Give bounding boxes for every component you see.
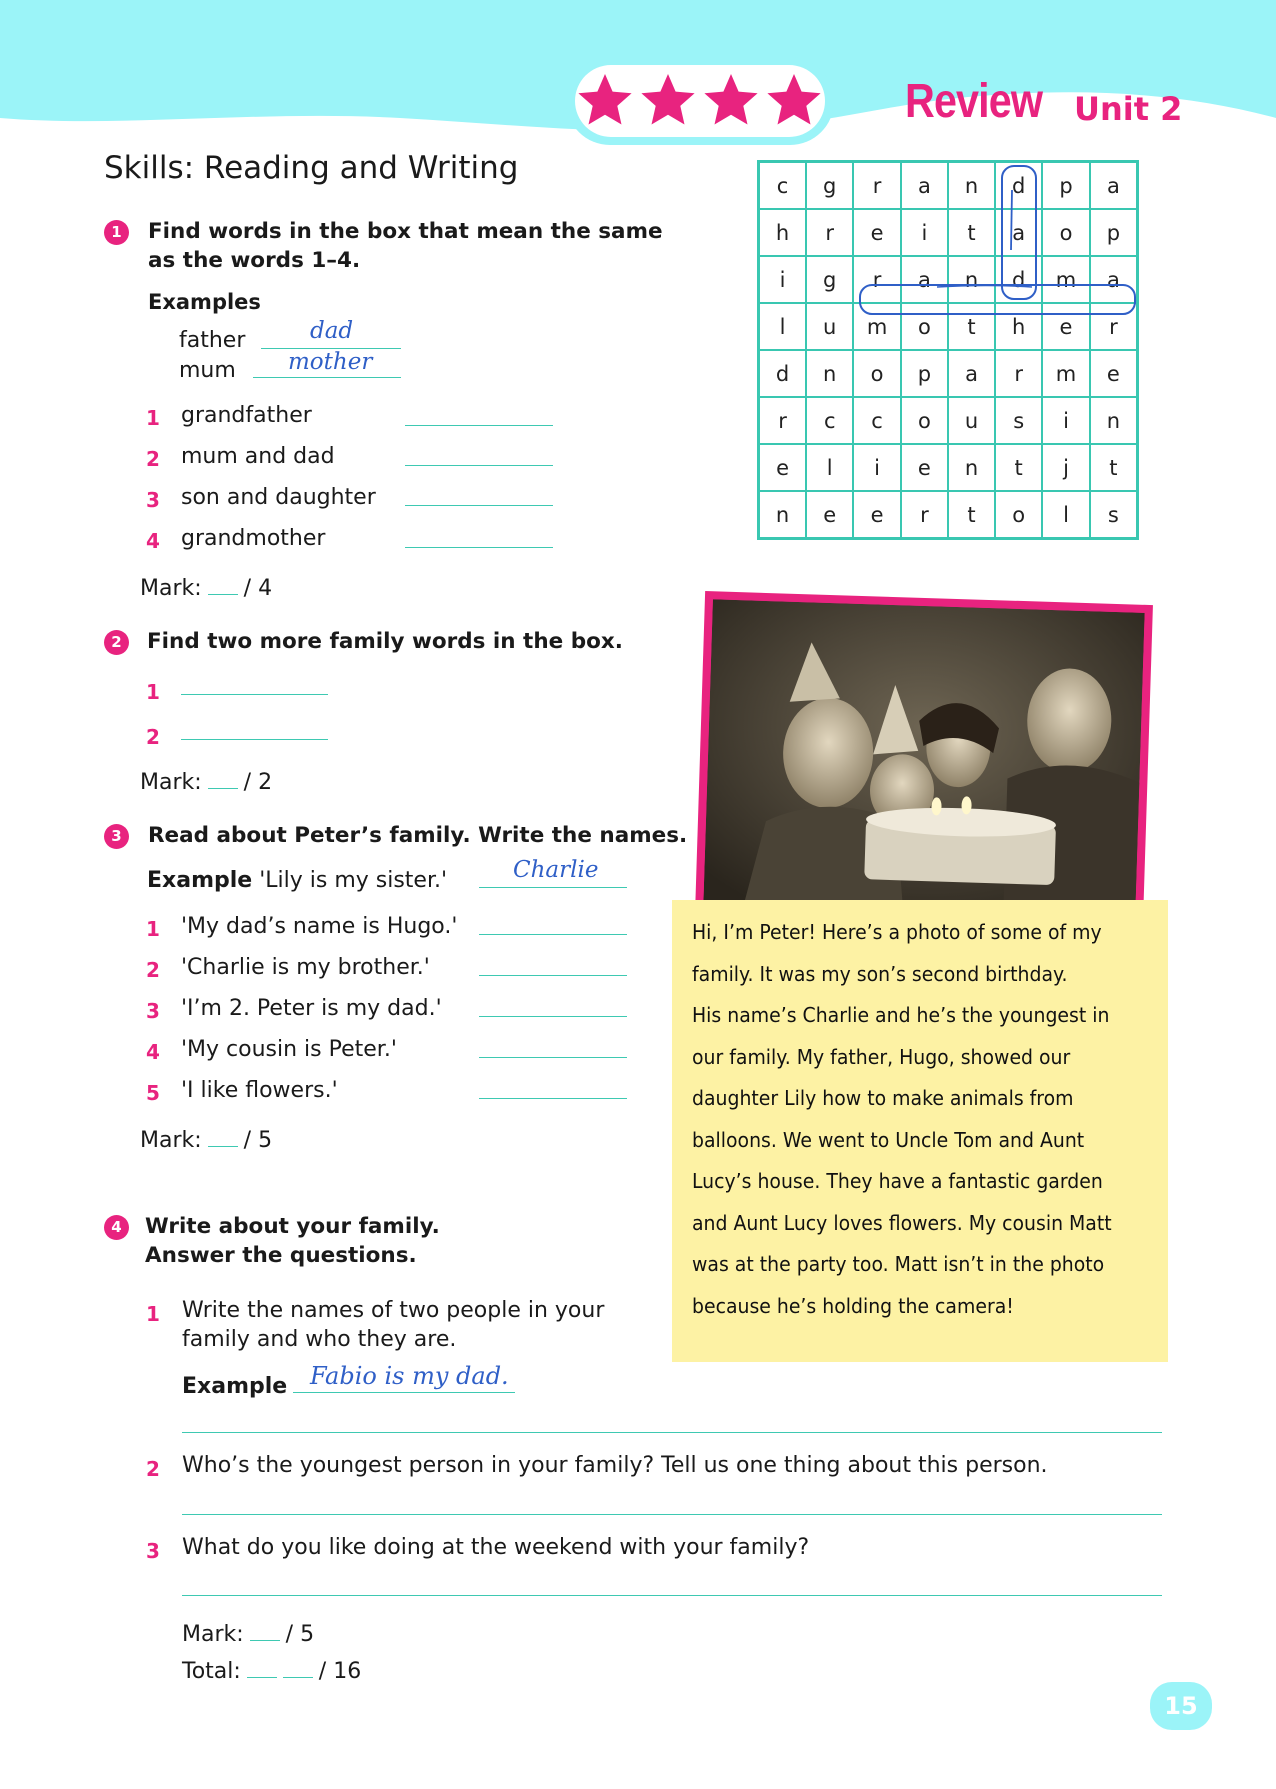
grid-cell[interactable]: a — [995, 209, 1042, 256]
examples-label: Examples — [148, 290, 261, 314]
item-text: Write the names of two people in your — [182, 1298, 605, 1323]
grid-cell[interactable]: o — [853, 350, 901, 397]
story-line: because he’s holding the camera! — [692, 1294, 1014, 1318]
grid-cell[interactable]: h — [759, 209, 807, 256]
item-text: 'I’m 2. Peter is my dad.' — [181, 996, 442, 1021]
page-number: 15 — [1150, 1682, 1212, 1730]
total-row — [182, 1659, 361, 1684]
grid-cell[interactable]: t — [948, 303, 995, 350]
story-line: family. It was my son’s second birthday. — [692, 962, 1068, 986]
item-number: 1 — [146, 406, 160, 430]
q2-instruction: Find two more family words in the box. — [147, 629, 623, 654]
mark-row — [140, 770, 272, 795]
example-word: father — [179, 328, 246, 353]
grid-cell[interactable]: a — [948, 350, 995, 397]
grid-cell[interactable]: p — [1042, 162, 1090, 210]
item-text: Who’s the youngest person in your family? Tell us one thing about this person. — [182, 1453, 1048, 1478]
example-answer: Fabio is my dad. — [310, 1362, 509, 1390]
grid-cell[interactable]: n — [1090, 397, 1138, 444]
section-heading: Skills: Reading and Writing — [104, 150, 519, 186]
item-text: 'My cousin is Peter.' — [181, 1037, 397, 1062]
grid-cell[interactable]: p — [1090, 209, 1138, 256]
mark-blank[interactable] — [250, 1636, 280, 1641]
item-number: 3 — [146, 999, 160, 1023]
answer-line — [293, 1392, 515, 1393]
item-number: 1 — [146, 917, 160, 941]
answer-line[interactable] — [405, 547, 553, 548]
question-number-badge: 3 — [104, 824, 129, 849]
grid-cell[interactable]: n — [806, 350, 853, 397]
mark-label: Mark: — [182, 1622, 244, 1647]
total-value: / 16 — [318, 1659, 362, 1684]
grid-row — [759, 444, 1138, 491]
story-line: daughter Lily how to make animals from — [692, 1086, 1074, 1110]
grid-cell[interactable]: d — [995, 162, 1042, 210]
story-line: Lucy’s house. They have a fantastic garden — [692, 1169, 1103, 1193]
answer-line[interactable] — [182, 1432, 1162, 1433]
answer-line[interactable] — [405, 465, 553, 466]
grid-cell[interactable]: p — [901, 350, 948, 397]
example-word: mum — [179, 358, 236, 383]
mark-row — [140, 576, 272, 601]
grid-cell[interactable]: i — [901, 209, 948, 256]
grid-cell[interactable]: u — [806, 303, 853, 350]
grid-cell[interactable]: c — [759, 162, 807, 210]
grid-cell[interactable]: e — [853, 491, 901, 539]
unit-label: Unit 2 — [1074, 90, 1183, 128]
grid-cell[interactable]: e — [759, 444, 807, 491]
birthday-photo — [703, 599, 1144, 918]
answer-line[interactable] — [479, 1016, 627, 1017]
q1-instruction-line1: Find words in the box that mean the same — [148, 219, 663, 244]
mark-label: Mark: — [140, 576, 202, 601]
story-line: His name’s Charlie and he’s the youngest in — [692, 1003, 1110, 1027]
grid-row — [759, 209, 1138, 256]
q4-instruction-line1: Write about your family. — [145, 1214, 440, 1239]
grid-cell[interactable]: o — [995, 491, 1042, 539]
mark-label: Mark: — [140, 1128, 202, 1153]
question-number-badge: 1 — [104, 220, 129, 245]
answer-line[interactable] — [181, 694, 328, 695]
grid-cell[interactable]: a — [901, 256, 948, 303]
q1-instruction-line2: as the words 1–4. — [148, 248, 361, 273]
example-row — [147, 868, 447, 893]
mark-total: / 4 — [243, 576, 273, 601]
mark-total: / 5 — [285, 1622, 315, 1647]
question-number-badge: 2 — [104, 630, 129, 655]
grid-row — [759, 350, 1138, 397]
grid-cell[interactable]: c — [853, 397, 901, 444]
grid-cell[interactable]: t — [1090, 444, 1138, 491]
grid-cell[interactable]: e — [853, 209, 901, 256]
review-title: Review — [905, 75, 1043, 128]
item-text: family and who they are. — [182, 1327, 457, 1352]
grid-row — [759, 256, 1138, 303]
grid-cell[interactable]: m — [1042, 350, 1090, 397]
grid-row — [759, 491, 1138, 539]
grid-cell[interactable]: r — [901, 491, 948, 539]
answer-line[interactable] — [479, 934, 627, 935]
grid-cell[interactable]: n — [948, 444, 995, 491]
q3-instruction: Read about Peter’s family. Write the names. — [148, 823, 688, 848]
grid-cell[interactable]: u — [948, 397, 995, 444]
grid-row — [759, 303, 1138, 350]
story-line: balloons. We went to Uncle Tom and Aunt — [692, 1128, 1085, 1152]
item-text: 'Charlie is my brother.' — [181, 955, 430, 980]
item-number: 1 — [146, 680, 160, 704]
grid-cell[interactable]: i — [1042, 397, 1090, 444]
grid-cell[interactable]: r — [1090, 303, 1138, 350]
grid-row — [759, 162, 1138, 210]
item-number: 1 — [146, 1302, 160, 1326]
grid-cell[interactable]: e — [901, 444, 948, 491]
item-text: son and daughter — [181, 485, 376, 510]
grid-cell[interactable]: l — [1042, 491, 1090, 539]
mark-total: / 2 — [243, 770, 273, 795]
grid-cell[interactable]: i — [759, 256, 807, 303]
grid-cell[interactable]: n — [948, 162, 995, 210]
example-label: Example — [182, 1374, 288, 1399]
story-line: Hi, I’m Peter! Here’s a photo of some of my — [692, 920, 1102, 944]
total-blank[interactable] — [247, 1673, 277, 1678]
grid-cell[interactable]: n — [948, 256, 995, 303]
stars-icon — [565, 56, 835, 146]
grid-cell[interactable]: e — [1042, 303, 1090, 350]
grid-cell[interactable]: o — [901, 397, 948, 444]
item-number: 4 — [146, 1040, 160, 1064]
mark-blank[interactable] — [208, 784, 238, 789]
grid-cell[interactable]: m — [853, 303, 901, 350]
item-number: 2 — [146, 958, 160, 982]
grid-cell[interactable]: c — [806, 397, 853, 444]
answer-line[interactable] — [182, 1514, 1162, 1515]
grid-cell[interactable]: l — [759, 303, 807, 350]
grid-cell[interactable]: r — [853, 256, 901, 303]
item-number: 3 — [146, 1539, 160, 1563]
mark-blank[interactable] — [208, 1142, 238, 1147]
total-label: Total: — [182, 1659, 241, 1684]
answer-line[interactable] — [479, 1057, 627, 1058]
item-number: 4 — [146, 529, 160, 553]
grid-cell[interactable]: r — [853, 162, 901, 210]
answer-line[interactable] — [479, 1098, 627, 1099]
example-label: Example — [147, 868, 253, 893]
grid-cell[interactable]: a — [1090, 162, 1138, 210]
grid-cell[interactable]: d — [995, 256, 1042, 303]
q4-instruction-line2: Answer the questions. — [145, 1243, 417, 1268]
grid-cell[interactable]: r — [759, 397, 807, 444]
answer-line[interactable] — [182, 1595, 1162, 1596]
item-text: grandfather — [181, 403, 312, 428]
answer-line — [253, 377, 401, 378]
grid-cell[interactable]: o — [901, 303, 948, 350]
grid-cell[interactable]: l — [806, 444, 853, 491]
item-number: 3 — [146, 488, 160, 512]
example-answer: Charlie — [513, 857, 599, 883]
item-text: What do you like doing at the weekend with your family? — [182, 1535, 810, 1560]
photo-frame — [695, 591, 1153, 927]
word-search-grid — [757, 160, 1139, 540]
grid-cell[interactable]: t — [995, 444, 1042, 491]
item-number: 2 — [146, 447, 160, 471]
example-answer: mother — [288, 349, 373, 375]
grid-cell[interactable]: d — [759, 350, 807, 397]
mark-row — [182, 1622, 314, 1647]
grid-cell[interactable]: e — [806, 491, 853, 539]
grid-cell[interactable]: n — [759, 491, 807, 539]
grid-cell[interactable]: i — [853, 444, 901, 491]
grid-cell[interactable]: a — [901, 162, 948, 210]
grid-cell[interactable]: t — [948, 209, 995, 256]
item-number: 5 — [146, 1081, 160, 1105]
mark-blank[interactable] — [208, 590, 238, 595]
story-line: our family. My father, Hugo, showed our — [692, 1045, 1071, 1069]
total-blank[interactable] — [283, 1673, 313, 1678]
answer-line[interactable] — [479, 975, 627, 976]
item-number: 2 — [146, 1457, 160, 1481]
item-text: mum and dad — [181, 444, 335, 469]
answer-line[interactable] — [181, 739, 328, 740]
grid-cell[interactable]: a — [1090, 256, 1138, 303]
grid-row — [759, 397, 1138, 444]
grid-cell[interactable]: s — [995, 397, 1042, 444]
story-line: was at the party too. Matt isn’t in the photo — [692, 1252, 1105, 1276]
grid-cell[interactable]: m — [1042, 256, 1090, 303]
grid-cell[interactable]: t — [948, 491, 995, 539]
grid-cell[interactable]: r — [806, 209, 853, 256]
item-number: 2 — [146, 725, 160, 749]
grid-cell[interactable]: h — [995, 303, 1042, 350]
grid-cell[interactable]: s — [1090, 491, 1138, 539]
story-line: and Aunt Lucy loves flowers. My cousin Matt — [692, 1211, 1112, 1235]
grid-cell[interactable]: g — [806, 256, 853, 303]
item-text: grandmother — [181, 526, 326, 551]
mark-row — [140, 1128, 272, 1153]
item-text: 'I like flowers.' — [181, 1078, 338, 1103]
grid-cell[interactable]: e — [1090, 350, 1138, 397]
mark-label: Mark: — [140, 770, 202, 795]
answer-line[interactable] — [405, 425, 553, 426]
example-text: 'Lily is my sister.' — [259, 868, 448, 893]
example-answer: dad — [310, 318, 354, 344]
answer-line — [479, 887, 627, 888]
question-number-badge: 4 — [104, 1215, 129, 1240]
grid-cell[interactable]: j — [1042, 444, 1090, 491]
grid-cell[interactable]: r — [995, 350, 1042, 397]
item-text: 'My dad’s name is Hugo.' — [181, 914, 458, 939]
story-text-box — [672, 900, 1168, 1362]
grid-cell[interactable]: o — [1042, 209, 1090, 256]
grid-cell[interactable]: g — [806, 162, 853, 210]
mark-total: / 5 — [243, 1128, 273, 1153]
answer-line[interactable] — [405, 505, 553, 506]
